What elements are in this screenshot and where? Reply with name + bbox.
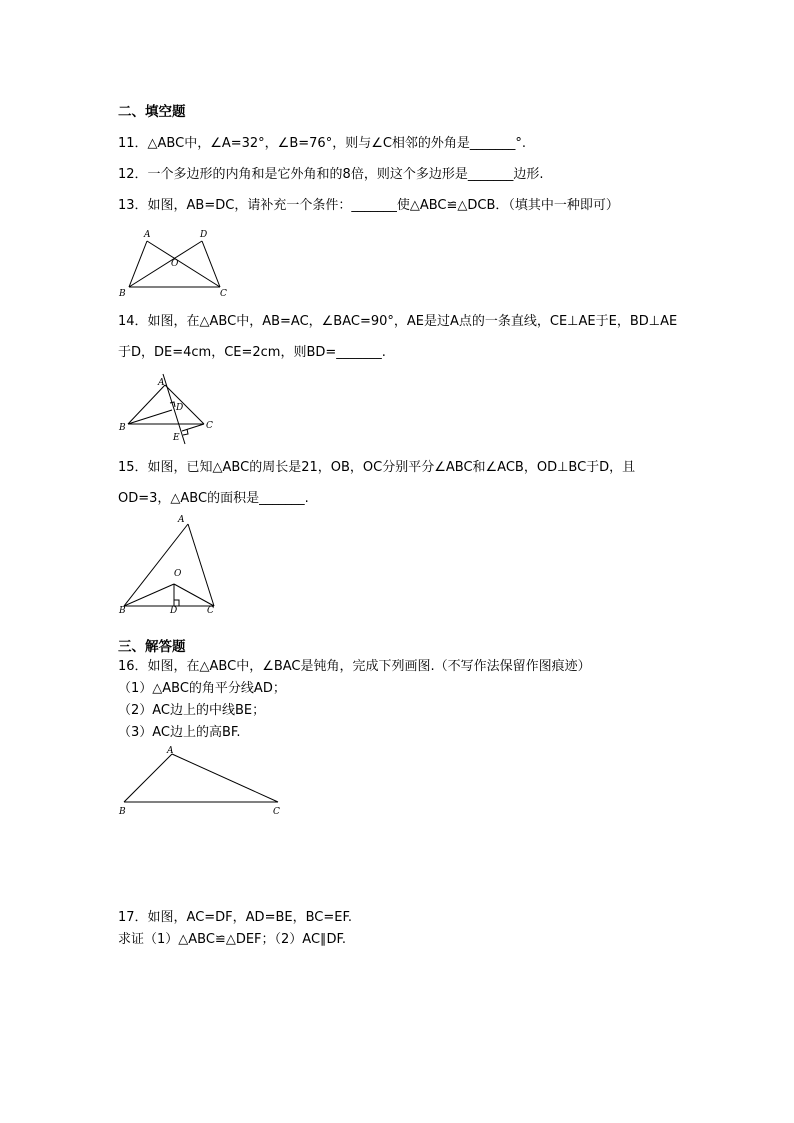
- segment-ab: [124, 754, 172, 802]
- figure-15: [116, 512, 220, 614]
- label-b: B: [119, 606, 126, 614]
- label-a: A: [144, 230, 151, 240]
- label-a: A: [167, 746, 174, 756]
- label-c: C: [206, 421, 213, 431]
- question-12: 12．一个多边形的内角和是它外角和的8倍，则这个多边形是_______边形.: [118, 167, 544, 182]
- section-heading-solutions: 三、解答题: [118, 639, 186, 655]
- question-16-part-1: （1）△ABC的角平分线AD；: [118, 681, 286, 696]
- section-heading-fill-blank: 二、填空题: [118, 104, 186, 120]
- segment-db: [129, 241, 202, 287]
- question-15-line-1: 15．如图，已知△ABC的周长是21，OB，OC分别平分∠ABC和∠ACB，OD⊥BC于D，且: [118, 460, 636, 475]
- figure-13: [116, 226, 240, 300]
- segment-ab: [124, 524, 188, 606]
- label-d: D: [170, 606, 178, 614]
- label-o: O: [171, 259, 179, 269]
- figure-16: [116, 744, 286, 820]
- label-a: A: [158, 378, 165, 388]
- label-b: B: [119, 423, 126, 433]
- label-o: O: [174, 569, 182, 579]
- segment-ac: [172, 754, 278, 802]
- label-d: D: [200, 230, 208, 240]
- question-14-line-1: 14．如图，在△ABC中，AB=AC，∠BAC=90°，AE是过A点的一条直线，CE⊥AE于E，BD⊥AE: [118, 314, 678, 329]
- question-16-part-3: （3）AC边上的高BF.: [118, 725, 241, 740]
- label-c: C: [207, 606, 214, 614]
- question-14-line-2: 于D，DE=4cm，CE=2cm，则BD=_______.: [118, 345, 386, 360]
- question-17-prove: 求证（1）△ABC≌△DEF；（2）AC∥DF.: [118, 932, 347, 947]
- question-11: 11．△ABC中，∠A=32°，∠B=76°，则与∠C相邻的外角是_______°.: [118, 136, 527, 151]
- label-b: B: [119, 807, 126, 817]
- label-c: C: [273, 807, 280, 817]
- figure-14: [116, 368, 216, 448]
- question-13: 13．如图，AB=DC，请补充一个条件：_______使△ABC≌△DCB．（填其中一种即可）: [118, 198, 619, 213]
- segment-ob: [124, 584, 174, 606]
- segment-ac: [165, 385, 204, 424]
- label-b: B: [119, 289, 126, 299]
- question-16-part-2: （2）AC边上的中线BE；: [118, 703, 266, 718]
- segment-ac: [147, 241, 220, 287]
- question-16-stem: 16．如图，在△ABC中，∠BAC是钝角，完成下列画图.（不写作法保留作图痕迹）: [118, 659, 591, 674]
- label-d: D: [176, 403, 184, 413]
- label-a: A: [178, 515, 185, 525]
- segment-dc: [202, 241, 220, 287]
- segment-ce: [182, 424, 204, 431]
- label-e: E: [173, 433, 180, 443]
- question-15-line-2: OD=3，△ABC的面积是_______.: [118, 491, 309, 506]
- question-17-stem: 17．如图，AC=DF，AD=BE，BC=EF.: [118, 910, 352, 925]
- segment-ab: [129, 241, 147, 287]
- label-c: C: [220, 289, 227, 299]
